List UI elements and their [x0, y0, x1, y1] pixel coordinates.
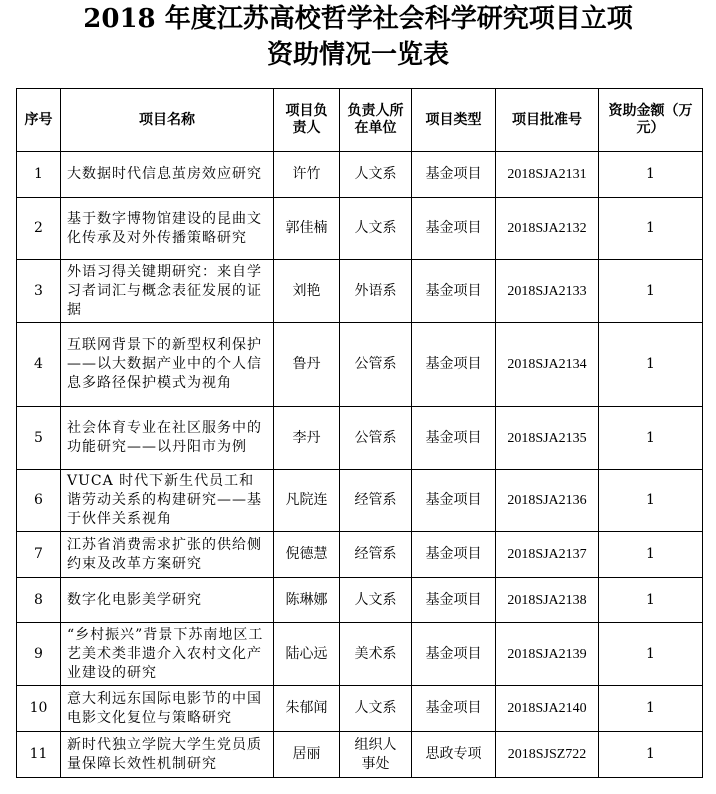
cell-approval: 2018SJA2132 — [496, 198, 599, 260]
cell-name: 大数据时代信息茧房效应研究 — [61, 152, 274, 198]
cell-amount: 1 — [599, 323, 703, 407]
cell-index: 5 — [17, 407, 61, 470]
table-row — [17, 152, 703, 198]
cell-approval: 2018SJA2137 — [496, 532, 599, 578]
cell-leader: 凡院连 — [274, 470, 340, 532]
cell-amount: 1 — [599, 152, 703, 198]
cell-unit: 美术系 — [340, 623, 412, 686]
cell-name: VUCA 时代下新生代员工和谐劳动关系的构建研究——基于伙伴关系视角 — [61, 470, 274, 532]
cell-amount: 1 — [599, 470, 703, 532]
cell-name: 新时代独立学院大学生党员质量保障长效性机制研究 — [61, 732, 274, 778]
cell-name: 江苏省消费需求扩张的供给侧约束及改革方案研究 — [61, 532, 274, 578]
header-unit: 负责人所在单位 — [340, 89, 412, 152]
cell-unit: 公管系 — [340, 323, 412, 407]
cell-unit: 组织人事处 — [340, 732, 412, 778]
cell-unit: 经管系 — [340, 532, 412, 578]
header-name: 项目名称 — [61, 89, 274, 152]
cell-leader: 郭佳楠 — [274, 198, 340, 260]
cell-unit: 公管系 — [340, 407, 412, 470]
cell-index: 10 — [17, 686, 61, 732]
cell-index: 6 — [17, 470, 61, 532]
header-leader: 项目负责人 — [274, 89, 340, 152]
cell-type: 基金项目 — [412, 470, 496, 532]
cell-index: 9 — [17, 623, 61, 686]
cell-approval: 2018SJA2131 — [496, 152, 599, 198]
cell-name: 数字化电影美学研究 — [61, 578, 274, 623]
funding-table — [16, 88, 703, 778]
table-row — [17, 470, 703, 532]
cell-type: 基金项目 — [412, 578, 496, 623]
cell-amount: 1 — [599, 532, 703, 578]
cell-index: 8 — [17, 578, 61, 623]
cell-approval: 2018SJA2138 — [496, 578, 599, 623]
header-amount: 资助金额（万元） — [599, 89, 703, 152]
cell-approval: 2018SJA2136 — [496, 470, 599, 532]
cell-amount: 1 — [599, 407, 703, 470]
cell-unit: 人文系 — [340, 198, 412, 260]
cell-leader: 陈琳娜 — [274, 578, 340, 623]
cell-index: 4 — [17, 323, 61, 407]
table-row — [17, 323, 703, 407]
cell-leader: 倪德慧 — [274, 532, 340, 578]
cell-amount: 1 — [599, 686, 703, 732]
cell-name: “乡村振兴”背景下苏南地区工艺美术类非遗介入农村文化产业建设的研究 — [61, 623, 274, 686]
cell-name: 外语习得关键期研究：来自学习者词汇与概念表征发展的证据 — [61, 260, 274, 323]
header-approval: 项目批准号 — [496, 89, 599, 152]
cell-approval: 2018SJA2135 — [496, 407, 599, 470]
header-index: 序号 — [17, 89, 61, 152]
table-row — [17, 732, 703, 778]
table-row — [17, 623, 703, 686]
cell-leader: 居丽 — [274, 732, 340, 778]
table-row — [17, 260, 703, 323]
cell-index: 2 — [17, 198, 61, 260]
cell-leader: 鲁丹 — [274, 323, 340, 407]
cell-index: 11 — [17, 732, 61, 778]
cell-approval: 2018SJA2139 — [496, 623, 599, 686]
table-row — [17, 532, 703, 578]
header-type: 项目类型 — [412, 89, 496, 152]
cell-type: 基金项目 — [412, 623, 496, 686]
table-row — [17, 198, 703, 260]
cell-leader: 刘艳 — [274, 260, 340, 323]
cell-index: 3 — [17, 260, 61, 323]
cell-approval: 2018SJA2140 — [496, 686, 599, 732]
cell-approval: 2018SJSZ722 — [496, 732, 599, 778]
cell-leader: 李丹 — [274, 407, 340, 470]
cell-type: 基金项目 — [412, 686, 496, 732]
cell-type: 基金项目 — [412, 532, 496, 578]
cell-name: 基于数字博物馆建设的昆曲文化传承及对外传播策略研究 — [61, 198, 274, 260]
document-title-line-1: 2018 年度江苏高校哲学社会科学研究项目立项 — [83, 4, 633, 34]
table-header-row — [17, 89, 703, 152]
cell-name: 社会体育专业在社区服务中的功能研究——以丹阳市为例 — [61, 407, 274, 470]
cell-type: 思政专项 — [412, 732, 496, 778]
cell-type: 基金项目 — [412, 152, 496, 198]
cell-amount: 1 — [599, 260, 703, 323]
document-title-line-2: 资助情况一览表 — [266, 40, 449, 70]
cell-name: 互联网背景下的新型权利保护——以大数据产业中的个人信息多路径保护模式为视角 — [61, 323, 274, 407]
cell-unit: 人文系 — [340, 152, 412, 198]
table-row — [17, 578, 703, 623]
cell-amount: 1 — [599, 198, 703, 260]
cell-unit: 人文系 — [340, 686, 412, 732]
cell-index: 7 — [17, 532, 61, 578]
cell-leader: 朱郁闻 — [274, 686, 340, 732]
cell-leader: 许竹 — [274, 152, 340, 198]
cell-approval: 2018SJA2133 — [496, 260, 599, 323]
table-row — [17, 407, 703, 470]
cell-type: 基金项目 — [412, 260, 496, 323]
cell-amount: 1 — [599, 623, 703, 686]
cell-amount: 1 — [599, 732, 703, 778]
cell-unit: 经管系 — [340, 470, 412, 532]
table-row — [17, 686, 703, 732]
cell-type: 基金项目 — [412, 323, 496, 407]
cell-index: 1 — [17, 152, 61, 198]
cell-approval: 2018SJA2134 — [496, 323, 599, 407]
cell-type: 基金项目 — [412, 407, 496, 470]
cell-type: 基金项目 — [412, 198, 496, 260]
cell-unit: 人文系 — [340, 578, 412, 623]
cell-leader: 陆心远 — [274, 623, 340, 686]
cell-name: 意大利远东国际电影节的中国电影文化复位与策略研究 — [61, 686, 274, 732]
cell-unit: 外语系 — [340, 260, 412, 323]
cell-amount: 1 — [599, 578, 703, 623]
